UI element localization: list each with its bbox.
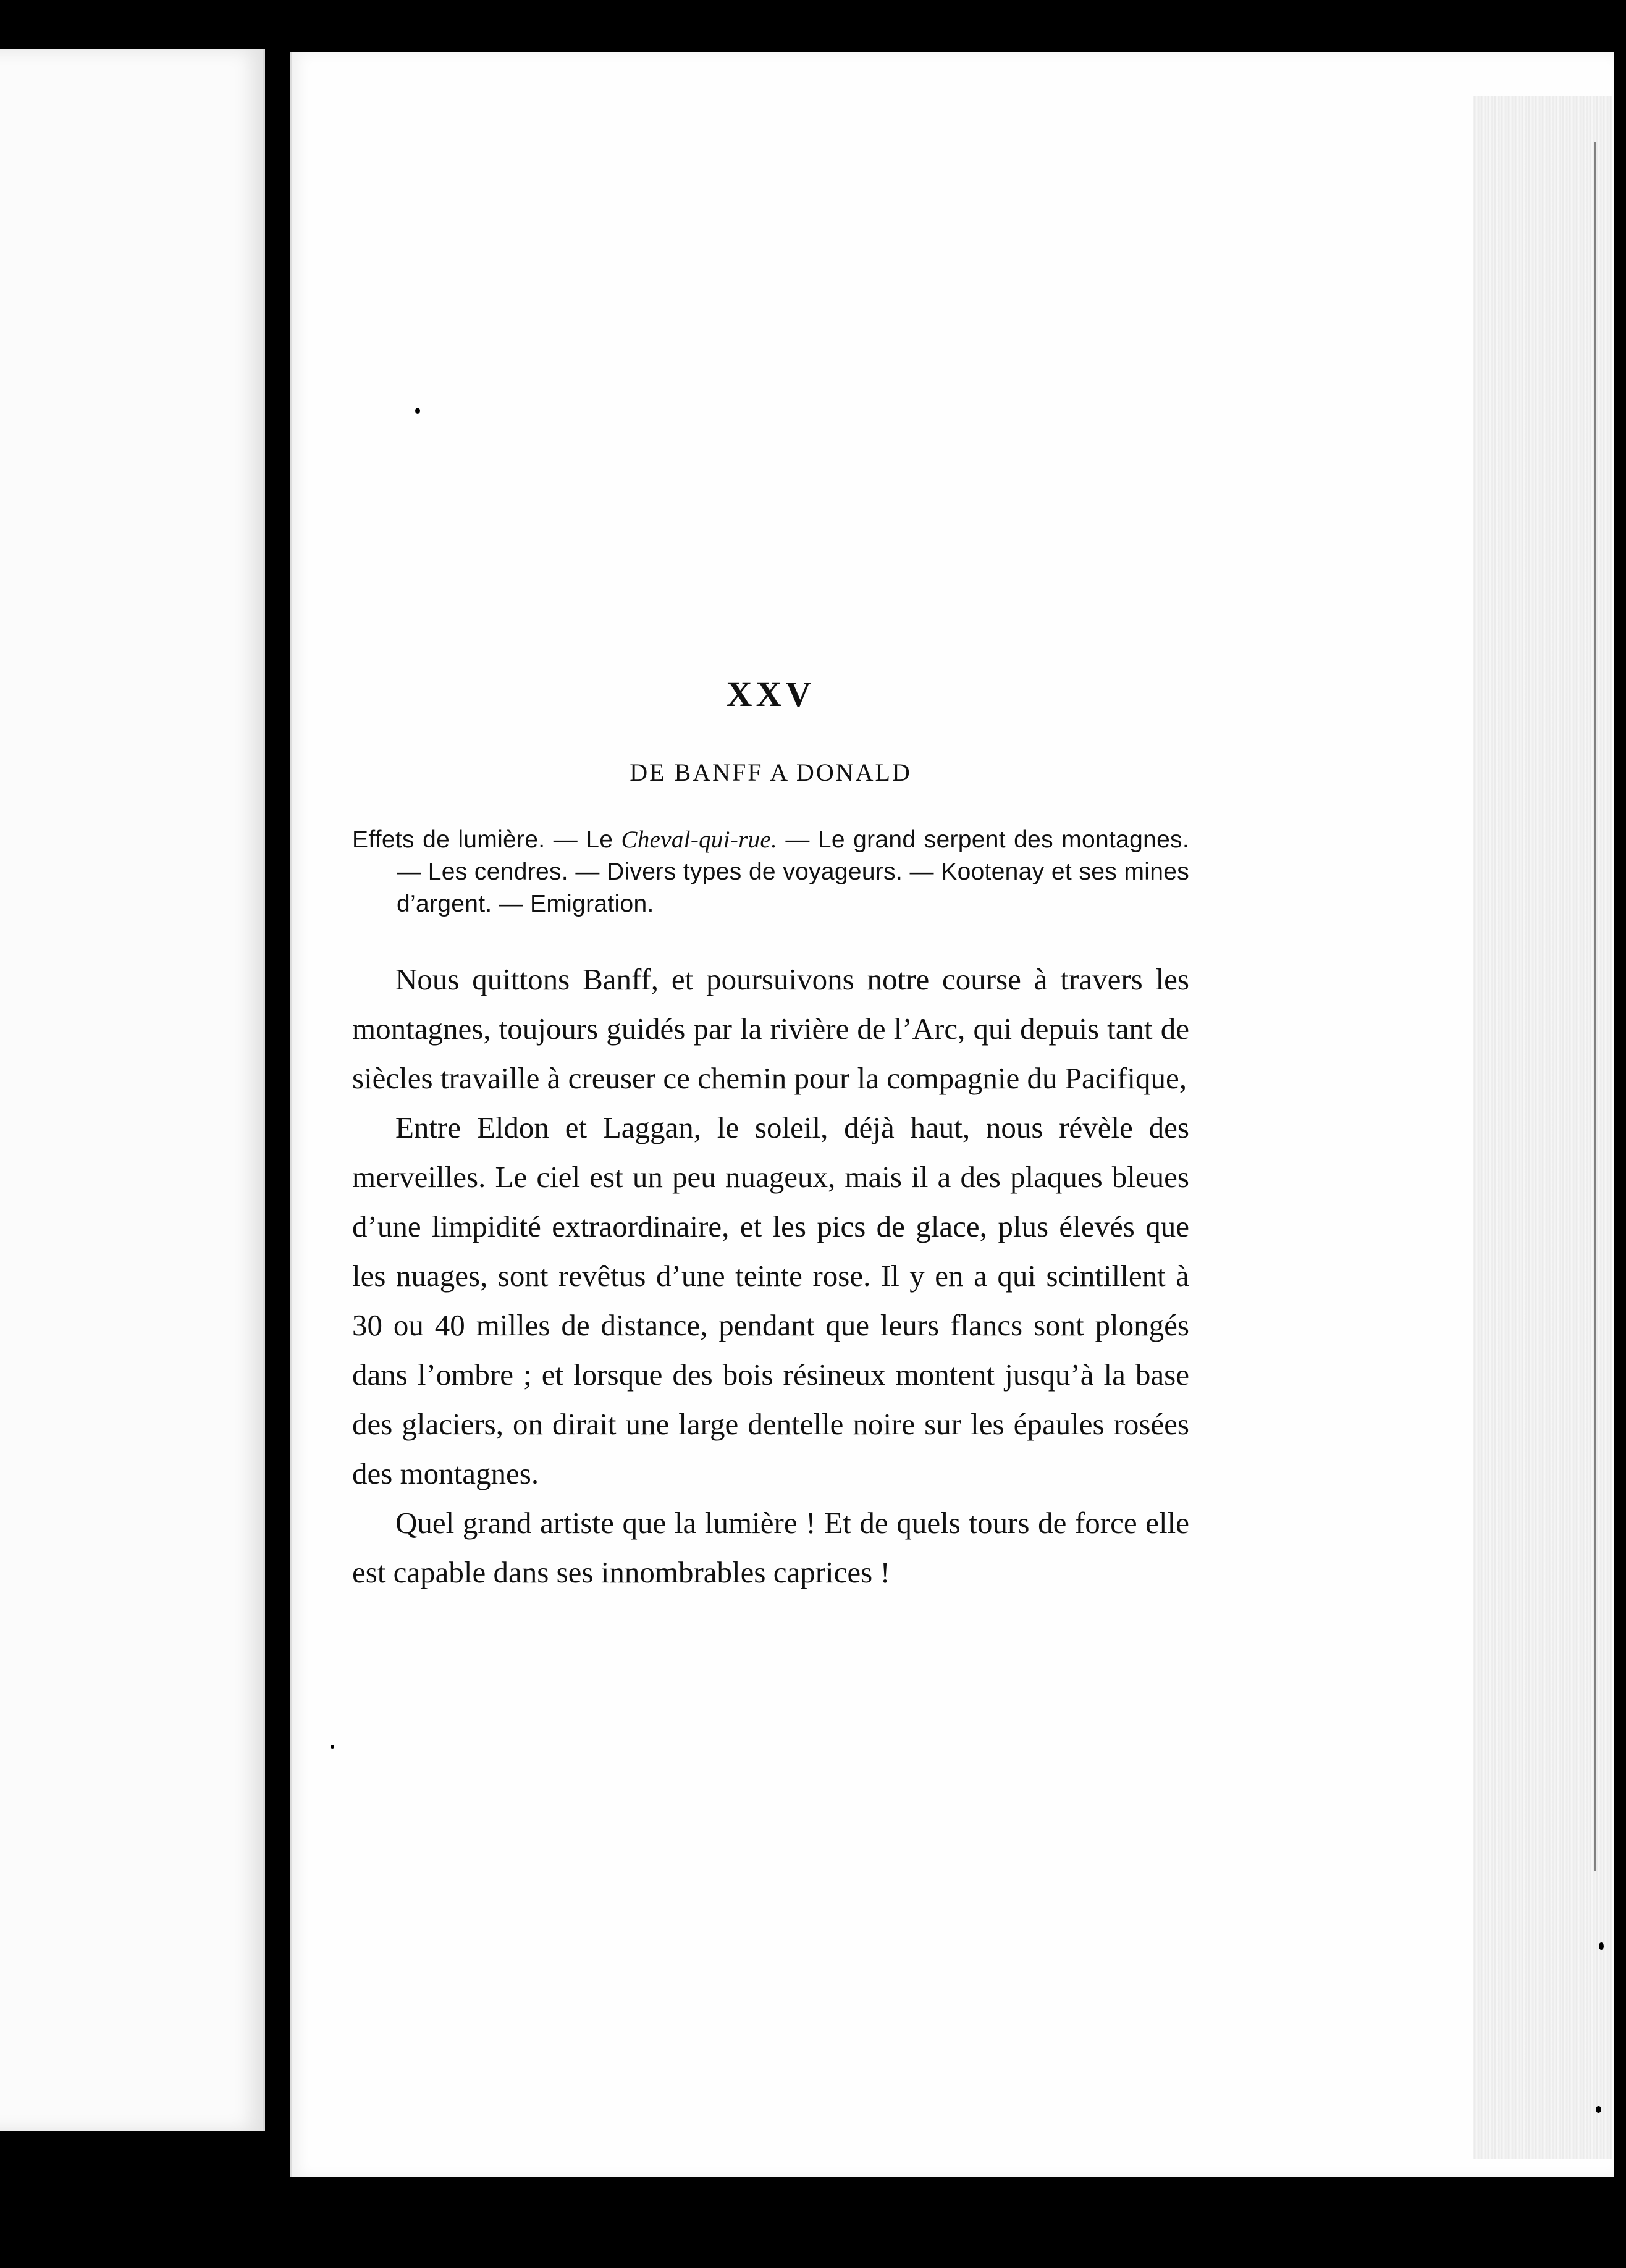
summary-italic-text: Cheval-qui-rue. [621, 826, 778, 853]
ink-speck [1599, 1942, 1604, 1950]
body-paragraph: Entre Eldon et Laggan, le soleil, déjà haut, nous révèle des merveilles. Le ciel est un peu nuageux, mais il a des plaques bleues d’une limpidité extraordinaire, et les pics de glace, plus élevés que les nuages, sont revêtus d’une teinte rose. Il y en a qui scintillent à 30 ou 40 milles de distance, pendant que leurs flancs sont plongés dans l’ombre ; et lorsque des bois résineux montent jusqu’à la base des glaciers, on dirait une large dentelle noire sur les épaules rosées des montagnes. [352, 1111, 1189, 1490]
summary-text-end: — Le grand serpent des montagnes. — Les cendres. — Divers types de voyageurs. — Kootenay et ses mines d’argent. — Emigration. [397, 826, 1189, 917]
chapter-summary [352, 824, 1189, 920]
chapter-title: DE BANFF A DONALD [630, 758, 912, 786]
body-paragraph: Nous quittons Banff, et poursuivons notre course à travers les montagnes, toujours guidés par la rivière de l’Arc, qui depuis tant de siècles travaille à creuser ce chemin pour la compagnie du Pacifique, [352, 962, 1189, 1095]
summary-text-start: Effets de lumière. — Le [352, 826, 621, 853]
ink-speck [331, 1745, 334, 1749]
ink-speck [1050, 12, 1056, 31]
body-paragraph: Quel grand artiste que la lumière ! Et de quels tours de force elle est capable dans ses innombrables caprices ! [352, 1506, 1189, 1589]
ink-speck [415, 408, 420, 414]
chapter-number: XXV [726, 674, 815, 714]
left-page [0, 49, 265, 2131]
ink-speck [1596, 2106, 1601, 2113]
page-edge-shadow-line [1594, 142, 1596, 1871]
page-edges [1473, 96, 1612, 2159]
page-content [352, 673, 1189, 1597]
